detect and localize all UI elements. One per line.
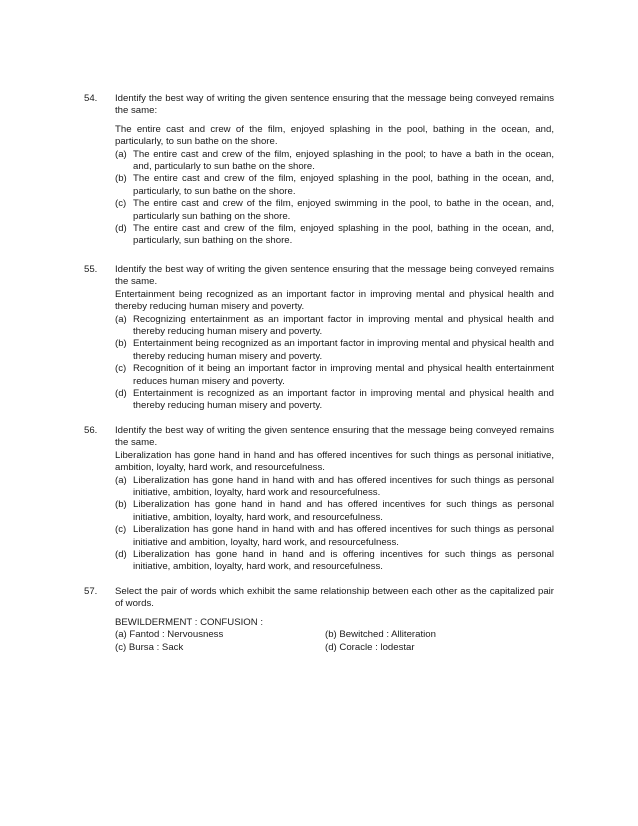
option-c xyxy=(115,642,325,654)
option-label: (b) xyxy=(115,338,127,350)
option-text: Recognizing entertainment as an important factor in improving mental and physical health and thereby reducing human misery and poverty. xyxy=(133,313,554,338)
option-d xyxy=(115,549,554,574)
question-number: 56. xyxy=(84,425,98,436)
option-text: Liberalization has gone hand in hand and has offered incentives for such things as personal initiative, ambition, loyalty, hard work, and resourcefulness. xyxy=(133,499,554,523)
option-label: (a) xyxy=(115,313,127,325)
question-number: 54. xyxy=(84,93,98,104)
option-text: Liberalization has gone hand in hand and is offering incentives for such things as personal initiative, ambition, loyalty, hard work, and resourcefulness. xyxy=(133,549,554,573)
option-text: Liberalization has gone hand in hand with and has offered incentives for such things as personal initiative and ambition, loyalty, hard work, and resourcefulness. xyxy=(133,524,554,548)
option-label: (d) xyxy=(115,549,127,561)
question-stem: Identify the best way of writing the given sentence ensuring that the message being conveyed remains the same. xyxy=(115,425,554,449)
option-label: (d) xyxy=(115,388,127,400)
question-stem: Identify the best way of writing the given sentence ensuring that the message being conveyed remains the same: xyxy=(115,93,554,117)
option-c xyxy=(115,363,554,388)
option-text: Bursa : Sack xyxy=(128,641,184,653)
option-a xyxy=(115,314,554,339)
question-55 xyxy=(84,264,554,413)
question-sentence: Liberalization has gone hand in hand and has offered incentives for such things as personal initiative, ambition, loyalty, hard work, and resourcefulness. xyxy=(115,449,554,474)
question-number: 57. xyxy=(84,586,98,597)
question-stem: Identify the best way of writing the given sentence ensuring that the message being conveyed remains the same. xyxy=(115,264,554,288)
option-text: Entertainment being recognized as an important factor in improving mental and physical health and thereby reducing human misery and poverty. xyxy=(133,338,554,362)
option-text: The entire cast and crew of the film, enjoyed splashing in the pool; to have a bath in the ocean, and, particularly to sun bathe on the shore. xyxy=(133,148,554,173)
option-label: (c) xyxy=(115,524,127,536)
option-b xyxy=(115,173,554,198)
option-label: (b) xyxy=(115,173,127,185)
option-label: (a) xyxy=(115,148,127,160)
question-sentence: Entertainment being recognized as an important factor in improving mental and physical health and thereby reducing human misery and poverty. xyxy=(115,288,554,313)
question-56 xyxy=(84,425,554,574)
option-c xyxy=(115,524,554,549)
option-text: Coracle : lodestar xyxy=(339,641,415,653)
option-label: (b) xyxy=(115,499,127,511)
option-b xyxy=(115,499,554,524)
question-stem: Select the pair of words which exhibit the same relationship between each other as the capitalized pair of words. xyxy=(115,586,554,610)
option-c xyxy=(115,198,554,223)
option-label: (c) xyxy=(115,363,127,375)
option-label: (c) xyxy=(115,198,127,210)
option-grid xyxy=(115,629,554,654)
option-label: (d) xyxy=(115,223,127,235)
option-b xyxy=(325,629,525,641)
option-label: (d) xyxy=(325,641,337,653)
option-text: The entire cast and crew of the film, enjoyed splashing in the pool, bathing in the ocean, and, particularly, to sun bathe on the shore. xyxy=(133,173,554,197)
option-a xyxy=(115,629,325,641)
option-text: The entire cast and crew of the film, enjoyed splashing in the pool, bathing in the ocean, and, particularly, sun bathing on the shore. xyxy=(133,223,554,247)
option-label: (c) xyxy=(115,641,127,653)
option-a xyxy=(115,475,554,500)
option-text: Liberalization has gone hand in hand with and has offered incentives for such things as personal initiative, ambition, loyalty, hard work and resourcefulness. xyxy=(133,474,554,499)
option-text: Entertainment is recognized as an important factor in improving mental and physical health and thereby reducing human misery and poverty. xyxy=(133,388,554,412)
question-number: 55. xyxy=(84,264,98,275)
question-sentence: The entire cast and crew of the film, enjoyed splashing in the pool, bathing in the ocean, and, particularly, to sun bathe on the shore. xyxy=(115,123,554,148)
option-label: (a) xyxy=(115,474,127,486)
option-label: (a) xyxy=(115,629,127,641)
option-d xyxy=(325,642,525,654)
option-d xyxy=(115,223,554,248)
option-a xyxy=(115,149,554,174)
option-text: Fantod : Nervousness xyxy=(129,629,224,641)
option-label: (b) xyxy=(325,629,337,641)
question-sentence: BEWILDERMENT : CONFUSION : xyxy=(115,616,264,628)
option-d xyxy=(115,388,554,413)
option-text: The entire cast and crew of the film, enjoyed swimming in the pool, to bathe in the ocean, and, particularly sun bathing on the shore. xyxy=(133,198,554,222)
question-54 xyxy=(84,93,554,248)
option-text: Bewitched : Alliteration xyxy=(339,629,436,641)
option-text: Recognition of it being an important factor in improving mental and physical health entertainment reduces human misery and poverty. xyxy=(133,363,554,387)
option-b xyxy=(115,338,554,363)
question-57 xyxy=(84,586,554,654)
